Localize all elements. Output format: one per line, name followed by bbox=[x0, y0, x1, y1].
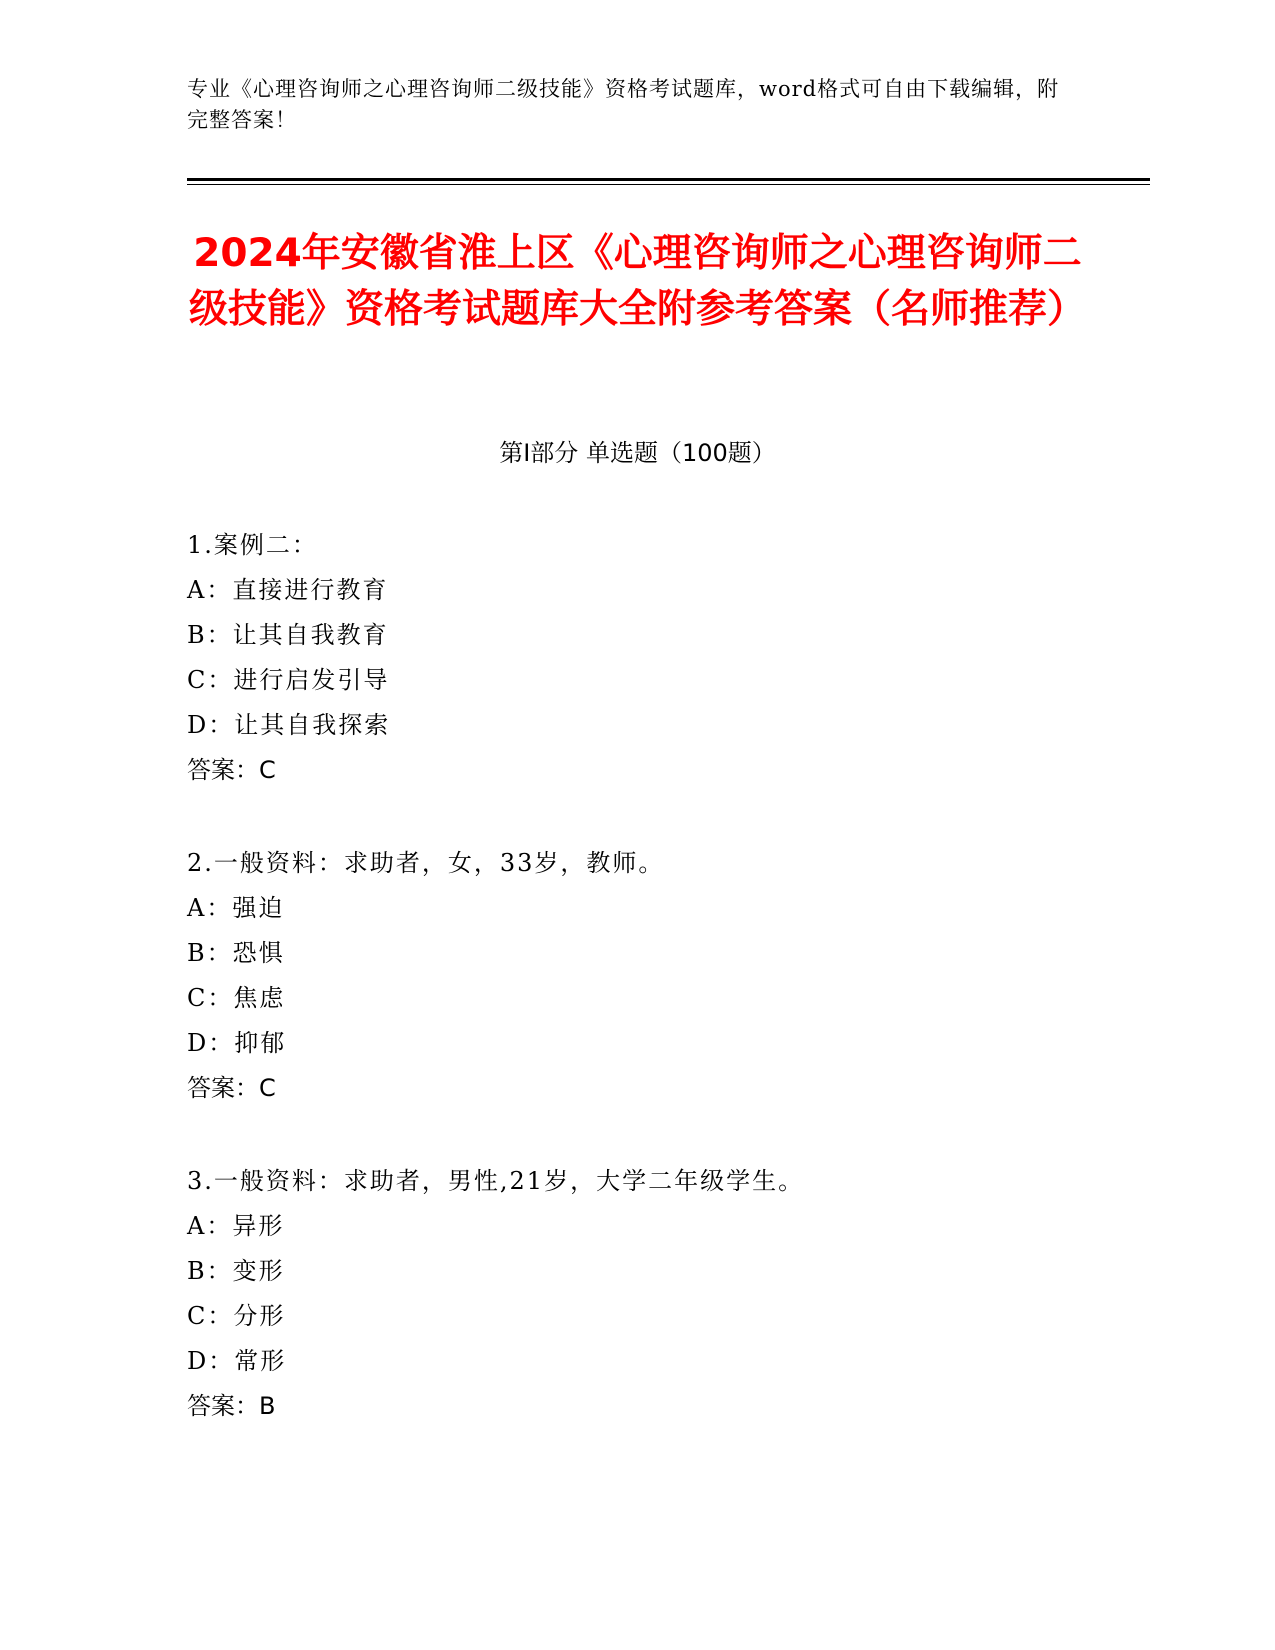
option-a: A：异形 bbox=[187, 1212, 285, 1240]
option-c: C：进行启发引导 bbox=[187, 666, 390, 694]
option-a: A：直接进行教育 bbox=[187, 576, 389, 604]
question-block bbox=[187, 1159, 1087, 1429]
option-d: D：抑郁 bbox=[187, 1029, 287, 1057]
option-a: A：强迫 bbox=[187, 894, 285, 922]
option-c: C：焦虑 bbox=[187, 984, 286, 1012]
question-block bbox=[187, 523, 1087, 793]
option-b: B：让其自我教育 bbox=[187, 621, 389, 649]
answer-line: 答案：B bbox=[187, 1392, 276, 1420]
option-d: D：常形 bbox=[187, 1347, 287, 1375]
question-stem: 2.一般资料：求助者，女，33岁，教师。 bbox=[187, 849, 665, 877]
header-divider-thin bbox=[187, 184, 1150, 185]
answer-line: 答案：C bbox=[187, 1074, 276, 1102]
question-block bbox=[187, 841, 1087, 1111]
question-stem: 1.案例二： bbox=[187, 531, 318, 559]
header-divider-thick bbox=[187, 178, 1150, 181]
option-b: B：变形 bbox=[187, 1257, 285, 1285]
option-d: D：让其自我探索 bbox=[187, 711, 391, 739]
option-c: C：分形 bbox=[187, 1302, 286, 1330]
document-title: 2024年安徽省淮上区《心理咨询师之心理咨询师二级技能》资格考试题库大全附参考答案（名师推荐） bbox=[188, 231, 1086, 332]
section-heading: 第Ⅰ部分 单选题（100题） bbox=[499, 439, 776, 467]
question-stem: 3.一般资料：求助者，男性,21岁，大学二年级学生。 bbox=[187, 1167, 805, 1195]
header-note: 专业《心理咨询师之心理咨询师二级技能》资格考试题库，word格式可自由下载编辑，附完整答案！ bbox=[187, 77, 1060, 132]
option-b: B：恐惧 bbox=[187, 939, 285, 967]
answer-line: 答案：C bbox=[187, 756, 276, 784]
